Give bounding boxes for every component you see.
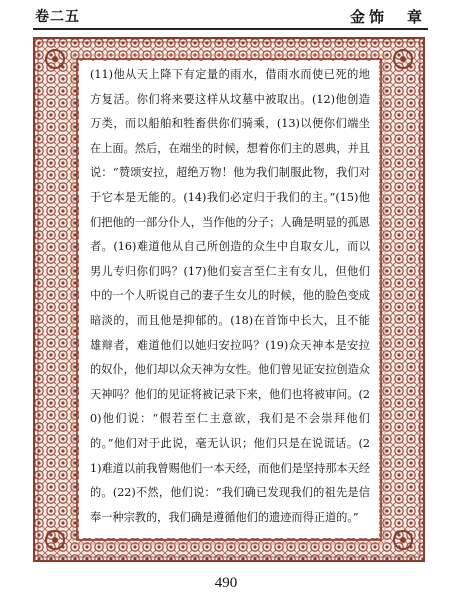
header-chapter: 金饰 章 bbox=[349, 8, 426, 26]
header-rule bbox=[33, 28, 428, 30]
verse-text: (11)他从天上降下有定量的雨水，借雨水而使已死的地方复活。你们将来要这样从坟墓中被取出。(12)他创造万类，而以船舶和牲畜供你们骑乘，(13)以便你们端坐在上面。然后，在端坐的时候，想着你们主的恩典，并且说：“赞颂安拉，超绝万物！他为我们制服此物，我们对于它本是无能的。(14)我们必定归于我们的主。”(15)他们把他的一部分仆人，当作他的分子；人确是明显的孤恩者。(16)难道他从自己所创造的众生中自取女儿，而以男儿专归你们吗？(17)他们妄言至仁主有女儿，但他们中的一个人听说自己的妻子生女儿的时候，他的脸色变成暗淡的，而且他是抑郁的。(18)在首饰中长大，且不能雄辩者，难道他们以她归安拉吗？(19)众天神本是安拉的奴仆，他们却以众天神为女性。他们曾见证安拉创造众天神吗？他们的见证将被记录下来，他们也将被审问。(20)他们说：“假若至仁主意欲，我们是不会崇拜他们的。”他们对于此说，毫无认识；他们只是在说谎话。(21)难道以前我曾赐他们一本天经，而他们是坚持那本天经的。(22)不然，他们说：“我们确已发现我们的祖先是信奉一种宗教的，我们确是遵循他们的遗迹而得正道的。” bbox=[90, 68, 370, 524]
header-section: 卷二五 bbox=[35, 9, 80, 25]
page-number: 490 bbox=[214, 575, 238, 591]
